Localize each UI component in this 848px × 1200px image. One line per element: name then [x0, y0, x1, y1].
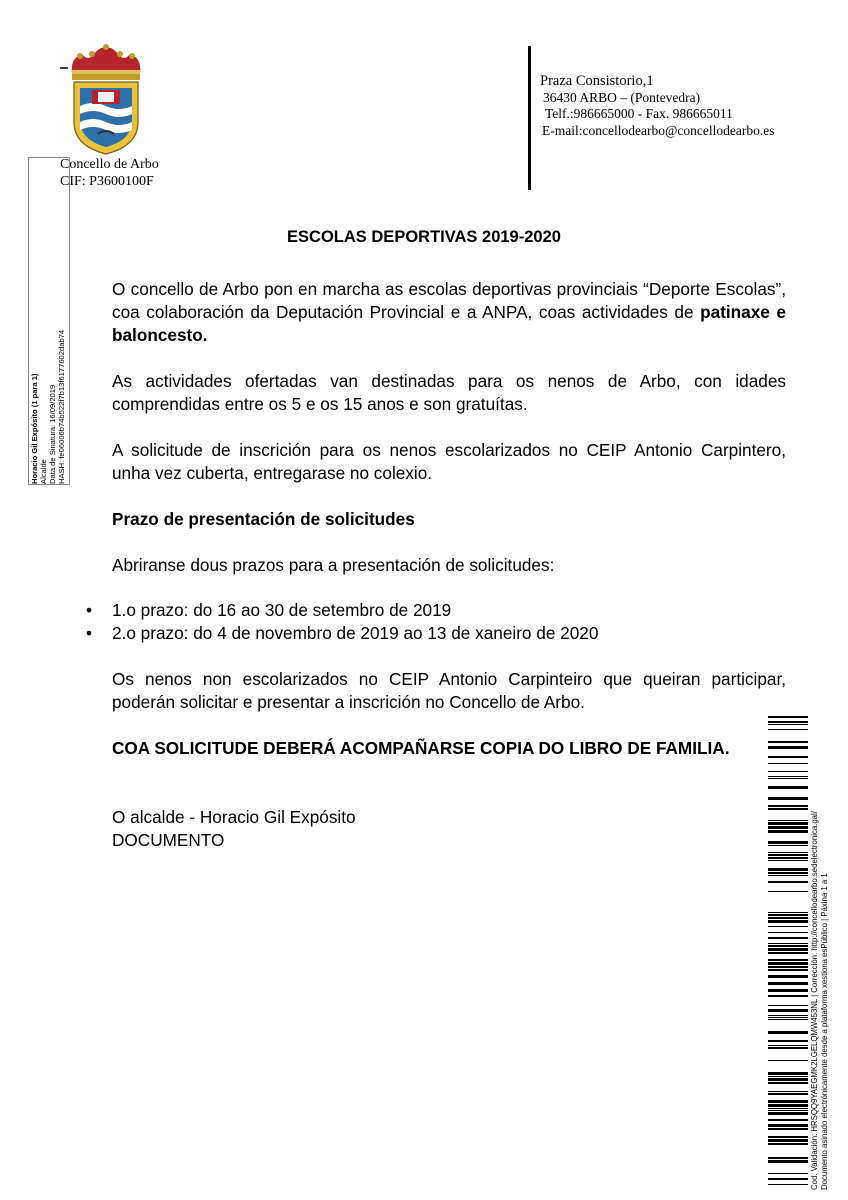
- barcode-bar: [768, 1017, 808, 1018]
- barcode-bar: [768, 1031, 808, 1034]
- barcode-bar: [768, 1119, 808, 1121]
- signature-date: Data de Sinatura: 16/09/2019: [48, 384, 57, 484]
- barcode-bar: [768, 891, 808, 892]
- list-item: [86, 599, 598, 622]
- organization-block: [60, 156, 159, 190]
- validation-code: Cod. Validación: HRSQQ9YAEGMK2LGELQMW453NL | Corrección: http://concellodearbo.sedelectronica.gal/: [810, 811, 819, 1190]
- barcode-bar: [768, 1104, 808, 1107]
- paragraph-intro-text: O concello de Arbo pon en marcha as escolas deportivas provinciais “Deporte Escolas”, coa colaboración da Deputación Provincial e a ANPA, coas actividades de: [112, 279, 786, 322]
- closing-document: DOCUMENTO: [112, 830, 225, 850]
- barcode-bar: [768, 872, 808, 874]
- paragraph-registration: A solicitude de inscrición para os nenos escolarizados no CEIP Antonio Carpintero, unha vez cuberta, entregarase no colexio.: [112, 440, 786, 483]
- barcode-bar: [768, 729, 808, 730]
- barcode-bar: [768, 975, 808, 978]
- barcode-bar: [768, 1173, 808, 1174]
- list-item-text: 1.o prazo: do 16 ao 30 de setembro de 2019: [112, 600, 452, 620]
- barcode-bar: [768, 786, 808, 789]
- address-line: Telf.:986665000 - Fax. 986665011: [545, 106, 733, 121]
- barcode-bar: [768, 1040, 808, 1042]
- barcode-bar: [768, 721, 808, 723]
- section-heading: [112, 508, 786, 531]
- barcode-bar: [768, 1078, 808, 1081]
- barcode-bar: [768, 805, 808, 807]
- barcode-bar: [768, 724, 808, 725]
- barcode-bar: [768, 962, 808, 965]
- barcode-bar: [768, 1060, 808, 1061]
- barcode-bar: [768, 920, 808, 923]
- paragraph-ages: As actividades ofertadas van destinadas para os nenos de Arbo, con idades comprendidas entre os 5 e os 15 anos e son gratuítas.: [112, 371, 786, 414]
- deadline-list: [86, 599, 599, 645]
- barcode-bar: [768, 763, 808, 764]
- barcode-bar: [768, 912, 808, 913]
- barcode-bar: [768, 797, 808, 800]
- bullet-icon: •: [86, 600, 93, 620]
- barcode-bar: [768, 1184, 808, 1185]
- barcode-bar: [768, 1112, 808, 1115]
- barcode-bar: [768, 1110, 808, 1111]
- barcode-bar: [768, 1019, 808, 1020]
- activities-bold: patinaxe e baloncesto.: [112, 302, 786, 345]
- barcode-bar: [768, 1178, 808, 1180]
- barcode-bar: [768, 1091, 808, 1092]
- list-item-text: 2.o prazo: do 4 de novembro de 2019 ao 13 de xaneiro de 2020: [112, 623, 599, 643]
- validation-note: Documento asinado electrónicamente desde a plataforma xestiona esPúblico | Páxina 1 a 1: [819, 873, 829, 1190]
- barcode-bar: [768, 1160, 808, 1163]
- barcode-bar: [768, 860, 808, 861]
- barcode-bar: [768, 845, 808, 846]
- barcode-bar: [768, 926, 808, 927]
- barcode-bar: [768, 1005, 808, 1006]
- address-line: 36430 ARBO – (Pontevedra): [543, 89, 701, 105]
- barcode-bar: [768, 937, 808, 939]
- barcode-bar: [768, 1143, 808, 1145]
- address-line: Praza Consistorio,1: [540, 73, 654, 89]
- signature-signer: Horacio Gil Expósito (1 para 1): [30, 373, 39, 484]
- barcode-bar: [768, 982, 808, 985]
- barcode-bar: [768, 1108, 808, 1109]
- barcode-bar: [768, 881, 808, 883]
- paragraph-non-enrolled: Os nenos non escolarizados no CEIP Antonio Carpinteiro que queiran participar, poderán solicitar e presentar a inscrición no Concello de Arbo.: [112, 669, 786, 712]
- signature-hash: HASH: fe06006b74b522f7b13f6177602dab74: [57, 329, 66, 484]
- barcode-bar: [768, 778, 808, 779]
- barcode-bar: [768, 808, 808, 810]
- signature-stamp: [30, 330, 66, 484]
- barcode-bar: [768, 1015, 808, 1016]
- barcode-bar: [768, 966, 808, 968]
- barcode-bar: [768, 852, 808, 853]
- barcode-bar: [768, 932, 808, 933]
- barcode-bar: [768, 776, 808, 777]
- section-heading-text: Prazo de presentación de solicitudes: [112, 509, 415, 529]
- barcode-bar: [768, 1045, 808, 1046]
- barcode-bar: [768, 1072, 808, 1075]
- barcode-bar: [768, 1157, 808, 1159]
- notice-paragraph: COA SOLICITUDE DEBERÁ ACOMPAÑARSE COPIA DO LIBRO DE FAMILIA.: [112, 738, 730, 758]
- list-item: [86, 622, 599, 645]
- barcode-bar: [768, 1100, 808, 1103]
- coat-of-arms-logo: [58, 44, 154, 156]
- barcode-bar: [768, 969, 808, 971]
- barcode-bar: [768, 1076, 808, 1077]
- barcode-bar: [768, 995, 808, 997]
- barcode-bar: [768, 1093, 808, 1095]
- organization-name: Concello de Arbo: [60, 157, 159, 172]
- paragraph-intro: [112, 278, 786, 347]
- barcode-bar: [768, 952, 808, 954]
- barcode-graphic: [768, 716, 808, 1190]
- barcode-bar: [768, 771, 808, 772]
- barcode-bar: [768, 875, 808, 876]
- barcode-bar: [768, 1082, 808, 1084]
- barcode-bar: [768, 868, 808, 871]
- barcode-bar: [768, 989, 808, 992]
- barcode-bar: [768, 820, 808, 821]
- barcode-bar: [768, 1136, 808, 1138]
- signature-role: Alcalde: [39, 459, 48, 484]
- barcode-bar: [768, 917, 808, 919]
- barcode-bar: [768, 1047, 808, 1049]
- header-divider: [528, 46, 531, 190]
- barcode-bar: [768, 857, 808, 859]
- barcode-bar: [768, 1124, 808, 1127]
- document-title: ESCOLAS DEPORTIVAS 2019-2020: [287, 228, 561, 246]
- barcode-bar: [768, 959, 808, 961]
- barcode-bar: [768, 1128, 808, 1130]
- barcode-bar: [768, 945, 808, 947]
- barcode-bar: [768, 914, 808, 916]
- barcode-bar: [768, 1139, 808, 1142]
- address-block: [540, 73, 774, 139]
- bullet-icon: •: [86, 623, 93, 643]
- barcode-bar: [768, 854, 808, 856]
- validation-footer: [810, 811, 829, 1190]
- barcode-bar: [768, 948, 808, 951]
- barcode-bar: [768, 741, 808, 743]
- barcode-bar: [768, 943, 808, 944]
- barcode-bar: [768, 830, 808, 833]
- barcode-bar: [768, 822, 808, 825]
- barcode-bar: [768, 756, 808, 758]
- closing-signature: O alcalde - Horacio Gil Expósito: [112, 807, 356, 827]
- paragraph-deadlines: Abriranse dous prazos para a presentación de solicitudes:: [112, 555, 555, 575]
- organization-cif: CIF: P3600100F: [60, 174, 154, 189]
- barcode-bar: [768, 841, 808, 844]
- address-line: E-mail:concellodearbo@concellodearbo.es: [542, 122, 775, 138]
- barcode-bar: [768, 746, 808, 749]
- barcode-bar: [768, 826, 808, 829]
- barcode-bar: [768, 716, 808, 718]
- barcode-bar: [768, 1009, 808, 1012]
